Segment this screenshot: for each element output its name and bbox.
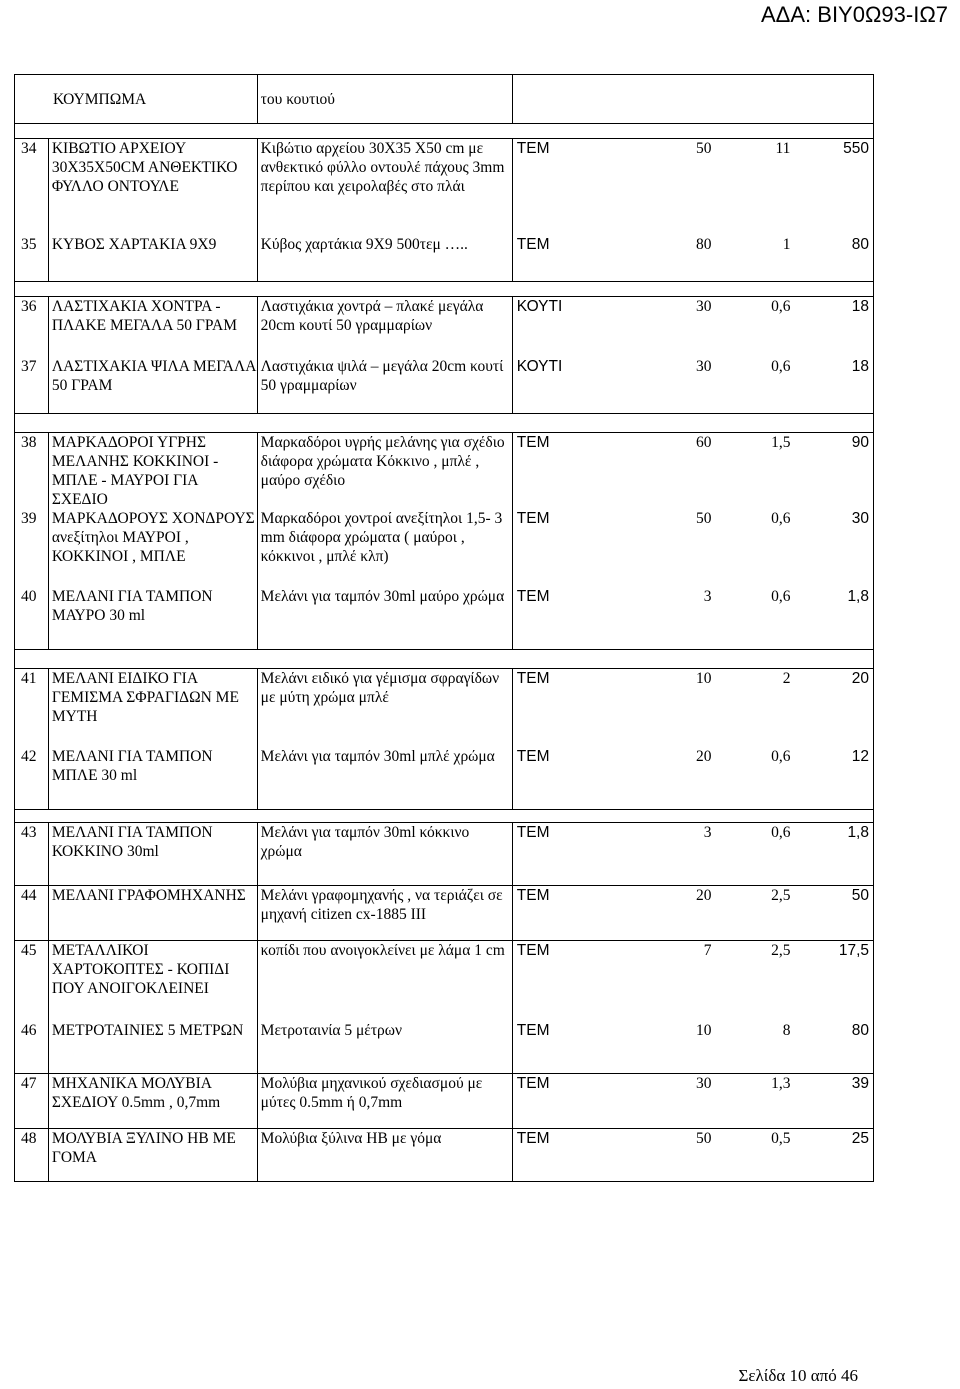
item-number: 34 [21, 140, 37, 157]
item-total: 1,8 [847, 588, 869, 605]
table-row [15, 1129, 874, 1182]
item-description: του κουτιού [260, 90, 335, 108]
item-unit: ΤΕΜ [516, 942, 550, 959]
item-total: 30 [851, 510, 869, 527]
item-unit: ΤΕΜ [516, 887, 550, 904]
item-number: 48 [21, 1130, 37, 1147]
item-total: 25 [851, 1130, 869, 1147]
item-number: 41 [21, 670, 37, 687]
item-name: ΜΕΛΑΝΙ ΓΙΑ ΤΑΜΠΟΝ ΜΠΛΕ 30 ml [51, 748, 213, 784]
item-unit-price: 1 [782, 236, 791, 253]
item-quantity: 3 [703, 588, 712, 605]
item-unit-price: 0,6 [771, 824, 791, 841]
item-unit: ΤΕΜ [516, 140, 550, 157]
table-row [15, 509, 874, 587]
item-quantity: 80 [695, 236, 712, 253]
item-total: 50 [851, 887, 869, 904]
item-description: Λαστιχάκια ψιλά – μεγάλα 20cm κουτί 50 γραμμαρίων [260, 358, 504, 394]
table-row [15, 1074, 874, 1129]
item-unit: ΤΕΜ [516, 588, 550, 605]
item-description: Κύβος χαρτάκια 9Χ9 500τεμ ….. [260, 236, 468, 253]
table-row [15, 941, 874, 1022]
item-total: 550 [843, 140, 869, 157]
item-number: 36 [21, 298, 37, 315]
item-quantity: 7 [703, 942, 712, 959]
table-row [15, 886, 874, 941]
table-row [15, 823, 874, 886]
item-quantity: 10 [695, 670, 712, 687]
item-description: Μελάνι για ταμπόν 30ml κόκκινο χρώμα [260, 824, 470, 860]
item-total: 20 [851, 670, 869, 687]
item-unit: ΤΕΜ [516, 1022, 550, 1039]
page-footer: Σελίδα 10 από 46 [738, 1366, 858, 1385]
item-number: 39 [21, 510, 37, 527]
item-description: Μελάνι γραφομηχανής , να τεριάζει σε μηχανή citizen cx-1885 III [260, 887, 503, 923]
item-quantity: 50 [695, 510, 712, 527]
item-quantity: 30 [695, 358, 712, 375]
table-row [15, 587, 874, 650]
table-row [15, 297, 874, 358]
item-unit-price: 0,5 [771, 1130, 791, 1147]
item-description: Μελάνι για ταμπόν 30ml μπλέ χρώμα [260, 748, 495, 765]
item-number: 40 [21, 588, 37, 605]
table-row [15, 235, 874, 282]
table-row [15, 139, 874, 236]
item-unit-price: 0,6 [771, 748, 791, 765]
item-unit: ΚΟΥΤΙ [516, 358, 563, 375]
item-total: 80 [851, 236, 869, 253]
table-row [15, 433, 874, 510]
item-name: ΜΕΛΑΝΙ ΓΙΑ ΤΑΜΠΟΝ ΜΑΥΡΟ 30 ml [51, 588, 213, 624]
item-unit-price: 0,6 [771, 588, 791, 605]
item-description: Μαρκαδόροι υγρής μελάνης για σχέδιο διάφορα χρώματα Κόκκινο , μπλέ , μαύρο σχέδιο [260, 434, 505, 489]
table-row [15, 75, 874, 124]
table-row [15, 747, 874, 810]
item-unit-price: 1,3 [771, 1075, 791, 1092]
item-number: 43 [21, 824, 37, 841]
item-unit: ΤΕΜ [516, 1075, 550, 1092]
item-number: 45 [21, 942, 37, 959]
table-row [15, 669, 874, 748]
item-description: Μολύβια μηχανικού σχεδιασμού με μύτες 0.5mm ή 0,7mm [260, 1075, 483, 1111]
item-description: Κιβώτιο αρχείου 30Χ35 Χ50 cm με ανθεκτικό φύλλο οντουλέ πάχους 3mm περίπου και χειρολαβές στο πλάι [260, 140, 505, 195]
item-number: 35 [21, 236, 37, 253]
item-description: Μετροταινία 5 μέτρων [260, 1022, 402, 1039]
item-name: ΚΙΒΩΤΙΟ ΑΡΧΕΙΟΥ 30Χ35Χ50CΜ ΑΝΘΕΚΤΙΚΟ ΦΥΛΛΟ ΟΝΤΟΥΛΕ [51, 140, 238, 195]
item-name: ΜΑΡΚΑΔΟΡΟΙ ΥΓΡΗΣ ΜΕΛΑΝΗΣ ΚΟΚΚΙΝΟΙ - ΜΠΛΕ - ΜΑΥΡΟΙ ΓΙΑ ΣΧΕΔΙΟ [51, 434, 219, 508]
item-description: Λαστιχάκια χοντρά – πλακέ μεγάλα 20cm κουτί 50 γραμμαρίων [260, 298, 484, 334]
item-name: ΜΕΤΡΟΤΑΙΝΙΕΣ 5 ΜΕΤΡΩΝ [51, 1022, 244, 1039]
item-description: Μελάνι για ταμπόν 30ml μαύρο χρώμα [260, 588, 505, 605]
item-name: ΜΕΛΑΝΙ ΓΡΑΦΟΜΗΧΑΝΗΣ [51, 887, 246, 904]
item-total: 39 [851, 1075, 869, 1092]
item-unit: ΤΕΜ [516, 670, 550, 687]
item-name: ΚΥΒΟΣ ΧΑΡΤΑΚΙΑ 9Χ9 [51, 236, 217, 253]
item-name: ΜΟΛΥΒΙΑ ΞΥΛΙΝΟ ΗΒ ΜΕ ΓΟΜΑ [51, 1130, 236, 1166]
item-unit: ΚΟΥΤΙ [516, 298, 563, 315]
item-description: Μολύβια ξύλινα ΗΒ με γόμα [260, 1130, 442, 1147]
item-unit: ΤΕΜ [516, 748, 550, 765]
item-name: ΜΗΧΑΝΙΚΑ ΜΟΛΥΒΙΑ ΣΧΕΔΙΟΥ 0.5mm , 0,7mm [51, 1075, 221, 1111]
item-quantity: 10 [695, 1022, 712, 1039]
item-quantity: 50 [695, 140, 712, 157]
document-code: ΑΔΑ: ΒΙΥ0Ω93-ΙΩ7 [761, 2, 948, 27]
item-unit-price: 0,6 [771, 510, 791, 527]
item-unit-price: 11 [775, 140, 791, 157]
item-number: 46 [21, 1022, 37, 1039]
item-name: ΜΕΛΑΝΙ ΕΙΔΙΚΟ ΓΙΑ ΓΕΜΙΣΜΑ ΣΦΡΑΓΙΔΩΝ ΜΕ ΜΥΤΗ [51, 670, 239, 725]
item-unit: ΤΕΜ [516, 1130, 550, 1147]
item-unit: ΤΕΜ [516, 236, 550, 253]
item-unit-price: 1,5 [771, 434, 791, 451]
item-quantity: 30 [695, 1075, 712, 1092]
item-description: Μαρκαδόροι χοντροί ανεξίτηλοι 1,5- 3 mm διάφορα χρώματα ( μαύροι , κόκκινοι , μπλέ κλπ) [260, 510, 503, 565]
item-name: ΛΑΣΤΙΧΑΚΙΑ ΨΙΛΑ ΜΕΓΑΛΑ 50 ΓΡΑΜ [51, 358, 256, 394]
item-name: ΚΟΥΜΠΩΜΑ [53, 90, 147, 108]
item-number: 44 [21, 887, 37, 904]
item-quantity: 3 [703, 824, 712, 841]
item-number: 47 [21, 1075, 37, 1092]
item-number: 38 [21, 434, 37, 451]
item-total: 12 [851, 748, 869, 765]
item-total: 1,8 [847, 824, 869, 841]
item-total: 80 [851, 1022, 869, 1039]
item-unit-price: 2,5 [771, 942, 791, 959]
item-unit-price: 2 [782, 670, 791, 687]
table-row [15, 1021, 874, 1074]
item-name: ΜΕΤΑΛΛΙΚΟΙ ΧΑΡΤΟΚΟΠΤΕΣ - ΚΟΠΙΔΙ ΠΟΥ ΑΝΟΙΓΟΚΛΕΙΝΕΙ [51, 942, 230, 997]
item-unit: ΤΕΜ [516, 434, 550, 451]
item-total: 17,5 [838, 942, 869, 959]
item-unit: ΤΕΜ [516, 510, 550, 527]
item-number: 42 [21, 748, 37, 765]
item-quantity: 20 [695, 748, 712, 765]
item-quantity: 20 [695, 887, 712, 904]
item-quantity: 60 [695, 434, 712, 451]
item-quantity: 50 [695, 1130, 712, 1147]
items-table [14, 74, 874, 1182]
item-unit-price: 0,6 [771, 298, 791, 315]
table-row [15, 357, 874, 414]
item-unit-price: 0,6 [771, 358, 791, 375]
item-name: ΜΕΛΑΝΙ ΓΙΑ ΤΑΜΠΟΝ ΚΟΚΚΙΝΟ 30ml [51, 824, 213, 860]
item-total: 18 [851, 298, 869, 315]
item-unit-price: 8 [782, 1022, 791, 1039]
item-total: 90 [851, 434, 869, 451]
item-total: 18 [851, 358, 869, 375]
item-name: ΜΑΡΚΑΔΟΡΟΥΣ ΧΟΝΔΡΟΥΣ ανεξίτηλοι ΜΑΥΡΟΙ , ΚΟΚΚΙΝΟΙ , ΜΠΛΕ [51, 510, 255, 565]
item-name: ΛΑΣΤΙΧΑΚΙΑ ΧΟΝΤΡΑ - ΠΛΑΚΕ ΜΕΓΑΛΑ 50 ΓΡΑΜ [51, 298, 238, 334]
item-quantity: 30 [695, 298, 712, 315]
item-description: κοπίδι που ανοιγοκλείνει με λάμα 1 cm [260, 942, 505, 959]
item-number: 37 [21, 358, 37, 375]
item-description: Μελάνι ειδικό για γέμισμα σφραγίδων με μύτη χρώμα μπλέ [260, 670, 500, 706]
item-unit-price: 2,5 [771, 887, 791, 904]
item-unit: ΤΕΜ [516, 824, 550, 841]
